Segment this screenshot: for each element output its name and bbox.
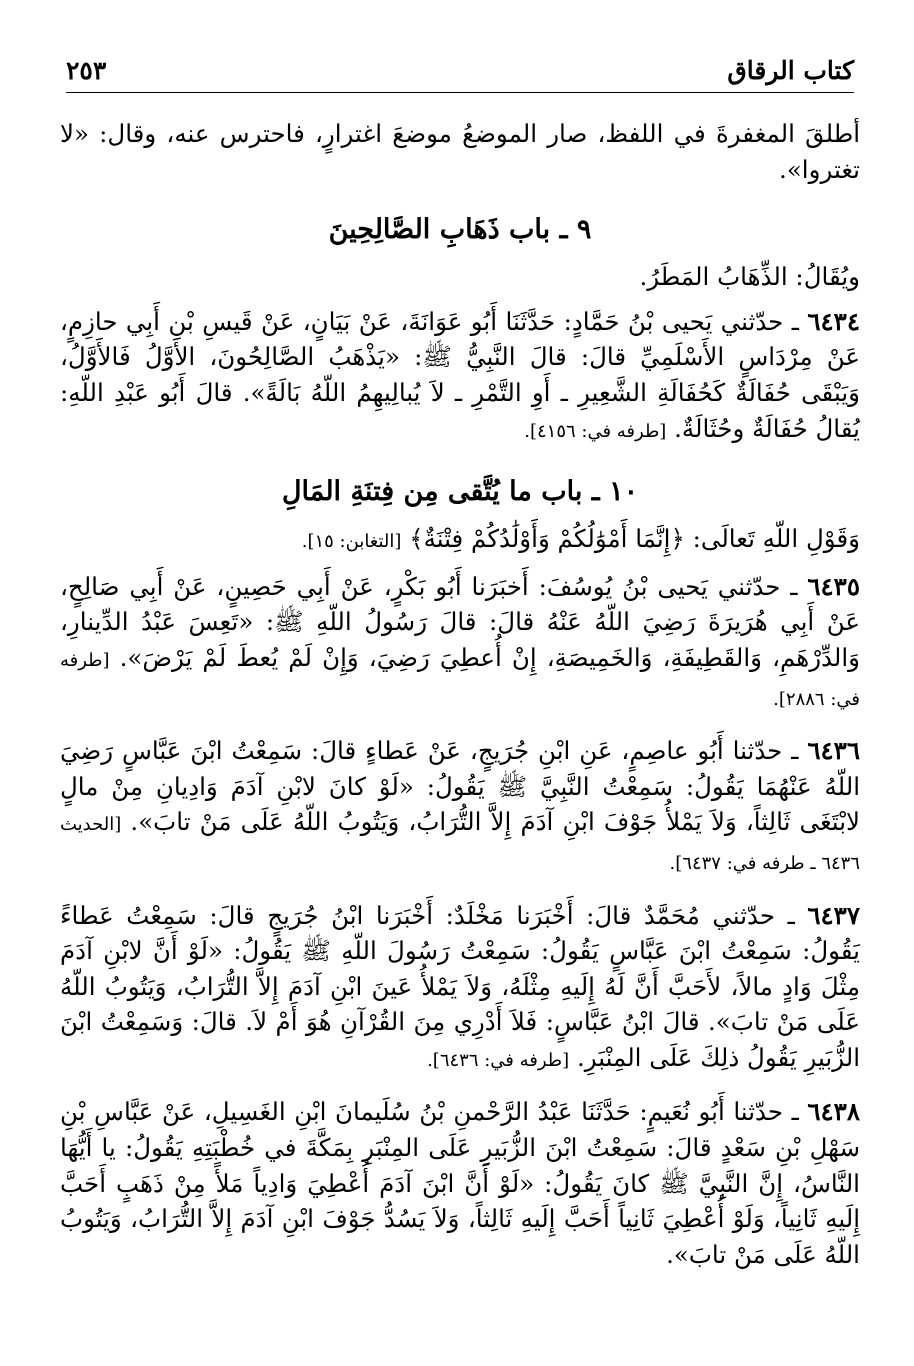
cross-reference: [طرفه في: ٢٨٨٦].: [60, 649, 860, 710]
chapter-heading-9: ٩ ـ باب ذَهَابِ الصَّالِحِينَ: [328, 214, 592, 246]
chapter-heading-10: ١٠ ـ باب ما يُتَّقى مِن فِتنَةِ المَالِ: [281, 476, 639, 508]
book-title: كتاب الرقاق: [727, 56, 854, 85]
cross-reference: [طرفه في: ٦٤٣٦].: [427, 1049, 570, 1071]
quran-verse: ﴿إِنَّمَا أَمْوَٰلُكُمْ وَأَوْلَٰدُكُمْ فِتْنَةٌ﴾: [409, 524, 685, 554]
cross-reference: [طرفه في: ٤١٥٦].: [524, 420, 667, 442]
hadith-number: ٦٤٣٥: [807, 571, 860, 601]
verse-intro: وَقَوْلِ اللّهِ تَعالَى:: [692, 524, 860, 554]
hadith-text: ـ حدّثني يَحيى بْنُ يُوسُفَ: أَخبَرَنا أَبُو بَكْرٍ، عَنْ أَبِي حَصِينٍ، عَنْ أَبِي صَالِحٍ، عَنْ أَبِي هُرَيرَةَ رَضِيَ اللّهُ عَنْهُ قالَ: قالَ رَسُولُ اللّهِ ﷺ: «تَعِسَ عَبْدُ الدِّينارِ، وَالدِّرْهَمِ، وَالقَطِيفَةِ، وَالخَمِيصَةِ، إِنْ أُعطِيَ رَضِيَ، وَإِنْ لَمْ يُعطَ لَمْ يَرْضَ».: [60, 571, 860, 672]
chapter-10-verse: [60, 521, 860, 560]
hadith-6437: [60, 898, 860, 1079]
hadith-number: ٦٤٣٨: [807, 1097, 860, 1127]
chapter-9-subtitle: ويُقَالُ: الذِّهَابُ المَطَرُ.: [639, 262, 860, 292]
verse-reference: [التغابن: ١٥].: [301, 531, 402, 553]
hadith-6435: [60, 569, 860, 717]
page-header: [66, 52, 854, 93]
hadith-text: ـ حدّثنا أَبُو عاصِمٍ، عَنِ ابْنِ جُرَيجٍ، عَنْ عَطاءٍ قالَ: سَمِعْتُ ابْنَ عَبَّاسٍ رَضِيَ اللّهُ عَنْهُمَا يَقُولُ: سَمِعْتُ النَّبِيَّ ﷺ يَقُولُ: «لَوْ كانَ لابْنِ آدَمَ وَادِيانِ مِنْ مالٍ لابْتَغَى ثَالِثاً، وَلاَ يَمْلأُ جَوْفَ ابْنِ آدَمَ إِلاَّ التُّرَابُ، وَيَتُوبُ اللّهُ عَلَى مَنْ تابَ».: [60, 736, 860, 837]
hadith-number: ٦٤٣٧: [807, 900, 860, 930]
hadith-6438: [60, 1094, 860, 1272]
hadith-text: ـ حدّثني مُحَمَّدٌ قالَ: أَخْبَرَنا مَخْلَدٌ: أَخْبَرَنا ابْنُ جُرَيجٍ قالَ: سَمِعْتُ عَطاءً يَقُولُ: سَمِعْتُ ابْنَ عَبَّاسٍ يَقُولُ: سَمِعْتُ رَسُولَ اللّهِ ﷺ يَقُولُ: «لَوْ أَنَّ لابْنِ آدَمَ مِثْلَ وَادٍ مالاً، لأَحَبَّ أَنَّ لَهُ إِلَيهِ مِثْلَهُ، وَلاَ يَمْلأُ عَينَ ابْنِ آدَمَ إِلاَّ التُّرَابُ، وَيَتُوبُ اللّهُ عَلَى مَنْ تابَ». قالَ ابْنُ عَبَّاسٍ: فَلاَ أَدْرِي مِنَ القُرْآنِ هُوَ أَمْ لاَ. قالَ: وَسَمِعْتُ ابْنَ الزُّبَيرِ يَقُولُ ذلِكَ عَلَى المِنْبَرِ.: [60, 900, 860, 1072]
hadith-text: ـ حدّثني يَحيى بْنُ حَمَّادٍ: حَدَّثَنَا أَبُو عَوَانَةَ، عَنْ بَيَانٍ، عَنْ قَيسِ بْنِ أَبِي حازِمٍ، عَنْ مِرْدَاسٍ الأَسْلَمِيِّ قالَ: قالَ النَّبِيُّ ﷺ: «يَذْهَبُ الصَّالِحُونَ، الأَوَّلُ فَالأَوَّلُ، وَيَبْقَى حُفَالَةٌ كَحُفَالَةِ الشَّعِيرِ ـ أَوِ التَّمْرِ ـ لاَ يُبالِيهِمُ اللّهُ بَالَةً». قالَ أَبُو عَبْدِ اللّهِ: يُقالُ حُفَالَةٌ وحُثَالَةٌ.: [60, 306, 860, 443]
page-number: ٢٥٣: [66, 56, 107, 85]
hadith-text: ـ حدّثنا أَبُو نُعَيمٍ: حَدَّثَنَا عَبْدُ الرَّحْمنِ بْنُ سُلَيمانَ ابْنِ الغَسِيلِ، عَنْ عَبَّاسِ بْنِ سَهْلِ بْنِ سَعْدٍ قالَ: سَمِعْتُ ابْنَ الزُّبَيرِ عَلَى المِنْبَرِ بِمَكَّةَ في خُطْبَتِهِ يَقُولُ: يا أَيُّهَا النَّاسُ، إِنَّ النَّبِيَّ ﷺ كانَ يَقُولُ: «لَوْ أَنَّ ابْنَ آدَمَ أُعْطِيَ وَادِياً مَلأً مِنْ ذَهَبٍ أَحَبَّ إِلَيهِ ثَانِياً، وَلَوْ أُعْطِيَ ثَانِياً أَحَبَّ إِلَيهِ ثَالِثاً، وَلاَ يَسُدُّ جَوْفَ ابْنِ آدَمَ إِلاَّ التُّرَابُ، وَيَتُوبُ اللّهُ عَلَى مَنْ تابَ».: [60, 1097, 860, 1269]
hadith-number: ٦٤٣٦: [807, 736, 860, 766]
cross-reference: [الحديث ٦٤٣٦ ـ طرفه في: ٦٤٣٧].: [60, 814, 860, 874]
intro-paragraph: أطلقَ المغفرةَ في اللفظ، صار الموضعُ موضعَ اغترارٍ، فاحترس عنه، وقال: «لا تغتروا».: [60, 119, 860, 184]
hadith-6434: [60, 304, 860, 449]
hadith-number: ٦٤٣٤: [807, 306, 860, 336]
page-body: [60, 116, 860, 1272]
hadith-6436: [60, 733, 860, 881]
